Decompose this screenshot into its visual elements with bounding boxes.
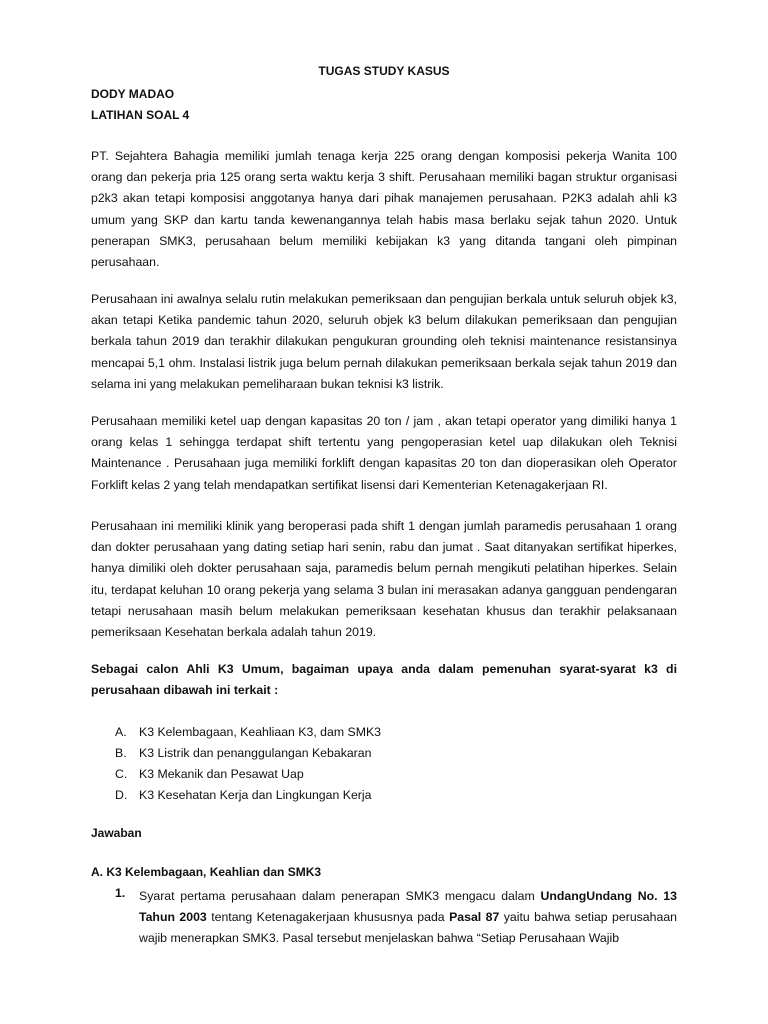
list-item bbox=[91, 722, 381, 743]
exercise-label: LATIHAN SOAL 4 bbox=[91, 108, 190, 122]
option-letter: A. bbox=[115, 725, 127, 739]
answer-heading: Jawaban bbox=[91, 826, 142, 840]
options-list bbox=[91, 722, 381, 806]
document-title: TUGAS STUDY KASUS bbox=[318, 64, 450, 78]
answer-text-part: tentang Ketenagakerjaan khususnya pada bbox=[206, 910, 450, 925]
answer-text-part: Syarat pertama perusahaan dalam penerapan SMK3 mengacu dalam bbox=[139, 889, 541, 903]
section-a-heading: A. K3 Kelembagaan, Keahlian dan SMK3 bbox=[91, 865, 322, 879]
option-text: K3 Mekanik dan Pesawat Uap bbox=[139, 767, 304, 781]
option-text: K3 Kesehatan Kerja dan Lingkungan Kerja bbox=[139, 788, 372, 802]
paragraph-1: PT. Sejahtera Bahagia memiliki jumlah tenaga kerja 225 orang dengan komposisi pekerja Wanita 100 orang dan pekerja pria 125 orang serta waktu kerja 3 shift. Perusahaan memiliki bagan struktur organisasi p2k3 akan tetapi komposisi anggotanya hanya dari pihak manajemen perusahaan. P2K3 adalah ahli k3 umum yang SKP dan kartu tanda kewenangannya telah habis masa berlaku sejak tahun 2020. Untuk penerapan SMK3, perusahaan belum memiliki kebijakan k3 yang ditanda tangani oleh pimpinan perusahaan. bbox=[91, 149, 677, 270]
answer-text bbox=[139, 886, 677, 950]
law-reference: UndangUndang No. 13 Tahun 2003 bbox=[139, 889, 677, 925]
option-text: K3 Kelembagaan, Keahliaan K3, dam SMK3 bbox=[139, 725, 381, 739]
option-text: K3 Listrik dan penanggulangan Kebakaran bbox=[139, 746, 372, 760]
option-letter: C. bbox=[115, 767, 128, 781]
question-paragraph: Sebagai calon Ahli K3 Umum, bagaiman upaya anda dalam pemenuhan syarat-syarat k3 di perusahaan dibawah ini terkait : bbox=[91, 662, 677, 698]
answer-list bbox=[91, 886, 677, 950]
article-reference: Pasal 87 bbox=[449, 910, 500, 925]
option-letter: D. bbox=[115, 788, 128, 802]
paragraph-3: Perusahaan memiliki ketel uap dengan kapasitas 20 ton / jam , akan tetapi operator yang dimiliki hanya 1 orang kelas 1 sehingga terdapat shift tertentu yang pengoperasian ketel uap dilakukan oleh Teknisi Maintenance . Perusahaan juga memiliki forklift dengan kapasitas 20 ton dan dioperasikan oleh Operator Forklift kelas 2 yang telah mendapatkan sertifikat lisensi dari Kementerian Ketenagakerjaan RI. bbox=[91, 414, 677, 492]
author-name: DODY MADAO bbox=[91, 87, 175, 101]
answer-number: 1. bbox=[115, 886, 126, 900]
paragraph-4: Perusahaan ini memiliki klinik yang beroperasi pada shift 1 dengan jumlah paramedis perusahaan 1 orang dan dokter perusahaan yang dating setiap hari senin, rabu dan jumat . Saat ditanyakan sertifikat hiperkes, hanya dimiliki oleh dokter perusahaan saja, paramedis belum pernah mengikuti pelatihan hiperkes. Selain itu, terdapat keluhan 10 orang pekerja yang selama 3 bulan ini merasakan adanya gangguan pendengaran tetapi nerusahaan masih belum melakukan pemeriksaan kesehatan khusus dan terakhir pelaksanaan pemeriksaan Kesehatan berkala adalah tahun 2019. bbox=[91, 519, 677, 640]
answer-text-part: yaitu bahwa setiap perusahaan wajib menerapkan SMK3. Pasal tersebut menjelaskan bahwa “Setiap Perusahaan Wajib bbox=[139, 910, 677, 946]
list-item bbox=[91, 764, 381, 785]
list-item bbox=[91, 785, 381, 806]
list-item bbox=[91, 743, 381, 764]
paragraph-2: Perusahaan ini awalnya selalu rutin melakukan pemeriksaan dan pengujian berkala untuk seluruh objek k3, akan tetapi Ketika pandemic tahun 2020, seluruh objek k3 belum dilakukan pemeriksaan dan pengujian berkala tahun 2019 dan terakhir dilakukan pengukuran grounding oleh teknisi maintenance resistansinya mencapai 5,1 ohm. Instalasi listrik juga belum pernah dilakukan pemeriksaan berkala sejak tahun 2019 dan selama ini yang melakukan pemeliharaan bukan teknisi k3 listrik. bbox=[91, 292, 677, 391]
list-item bbox=[91, 886, 677, 950]
option-letter: B. bbox=[115, 746, 127, 760]
